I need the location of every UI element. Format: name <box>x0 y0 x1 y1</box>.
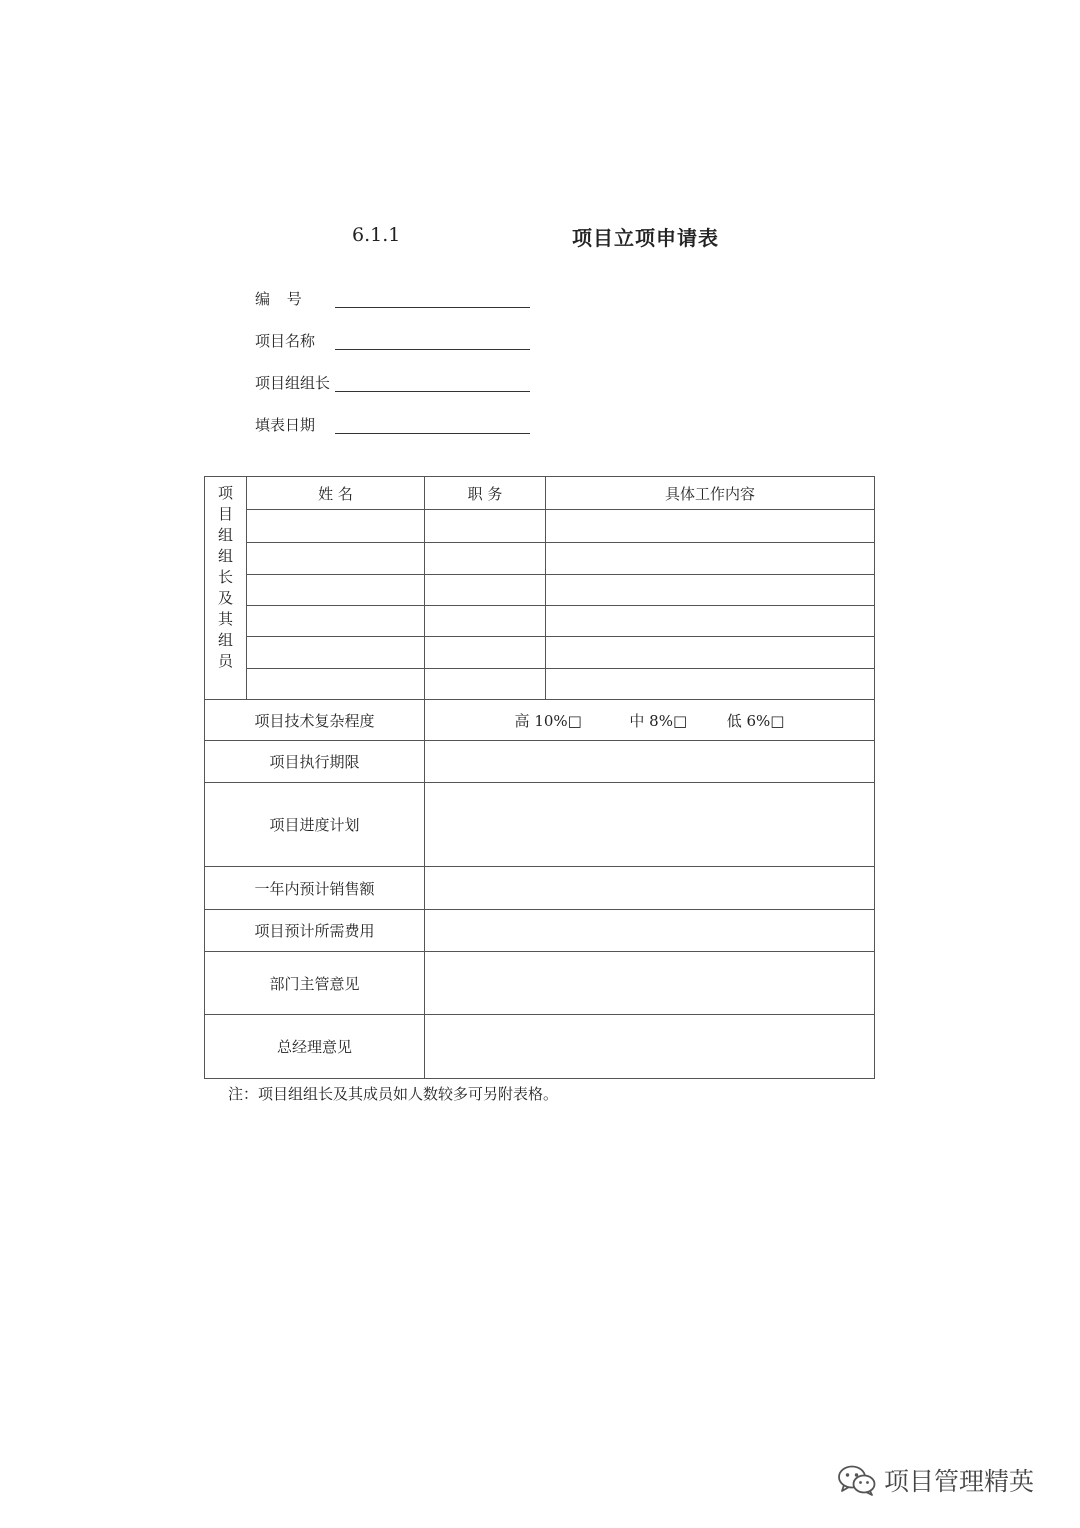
annual-sales-label: 一年内预计销售额 <box>205 867 425 910</box>
field-number-label: 编 号 <box>255 290 308 308</box>
form-title: 项目立项申请表 <box>572 226 719 250</box>
table-row <box>205 510 875 543</box>
field-fill-date-input[interactable] <box>335 433 530 434</box>
table-row <box>205 575 875 606</box>
member-work-cell[interactable] <box>546 669 875 700</box>
wechat-icon <box>836 1463 878 1497</box>
column-header-work-content: 具体工作内容 <box>546 477 875 510</box>
table-row <box>205 669 875 700</box>
progress-plan-label: 项目进度计划 <box>205 783 425 867</box>
table-row <box>205 637 875 669</box>
member-position-cell[interactable] <box>425 637 546 669</box>
field-number-input[interactable] <box>335 307 530 308</box>
table-row <box>205 543 875 575</box>
member-name-cell[interactable] <box>247 669 425 700</box>
member-work-cell[interactable] <box>546 575 875 606</box>
member-work-cell[interactable] <box>546 637 875 669</box>
field-project-name-label: 项目名称 <box>255 332 316 350</box>
section-number: 6.1.1 <box>352 224 401 246</box>
dept-manager-opinion-cell[interactable] <box>425 952 875 1015</box>
member-position-cell[interactable] <box>425 575 546 606</box>
member-position-cell[interactable] <box>425 543 546 575</box>
table-row <box>205 1015 875 1079</box>
execution-period-cell[interactable] <box>425 741 875 783</box>
member-name-cell[interactable] <box>247 543 425 575</box>
complexity-mid-option[interactable]: 中 8%□ <box>629 711 688 730</box>
table-row <box>205 910 875 952</box>
table-row <box>205 741 875 783</box>
column-header-name: 姓 名 <box>247 477 425 510</box>
member-position-cell[interactable] <box>425 510 546 543</box>
complexity-low-option[interactable]: 低 6%□ <box>726 711 785 730</box>
member-work-cell[interactable] <box>546 543 875 575</box>
field-team-leader-input[interactable] <box>335 391 530 392</box>
dept-manager-opinion-label: 部门主管意见 <box>205 952 425 1015</box>
table-row <box>205 783 875 867</box>
application-table <box>204 476 875 1079</box>
complexity-high-option[interactable]: 高 10%□ <box>514 711 582 730</box>
member-name-cell[interactable] <box>247 637 425 669</box>
estimated-cost-label: 项目预计所需费用 <box>205 910 425 952</box>
member-name-cell[interactable] <box>247 606 425 637</box>
table-row <box>205 606 875 637</box>
progress-plan-cell[interactable] <box>425 783 875 867</box>
member-work-cell[interactable] <box>546 606 875 637</box>
watermark <box>836 1462 1034 1498</box>
column-header-position: 职 务 <box>425 477 546 510</box>
member-name-cell[interactable] <box>247 575 425 606</box>
annual-sales-cell[interactable] <box>425 867 875 910</box>
general-manager-opinion-cell[interactable] <box>425 1015 875 1079</box>
table-row <box>205 867 875 910</box>
team-members-label: 项 目 组 组 长 及 其 组 员 <box>205 477 247 700</box>
member-work-cell[interactable] <box>546 510 875 543</box>
field-project-name-input[interactable] <box>335 349 530 350</box>
estimated-cost-cell[interactable] <box>425 910 875 952</box>
field-team-leader-label: 项目组组长 <box>255 374 331 392</box>
complexity-options <box>425 700 875 741</box>
member-position-cell[interactable] <box>425 669 546 700</box>
complexity-label: 项目技术复杂程度 <box>205 700 425 741</box>
member-position-cell[interactable] <box>425 606 546 637</box>
field-fill-date-label: 填表日期 <box>255 416 316 434</box>
general-manager-opinion-label: 总经理意见 <box>205 1015 425 1079</box>
watermark-text: 项目管理精英 <box>884 1467 1035 1496</box>
execution-period-label: 项目执行期限 <box>205 741 425 783</box>
table-row <box>205 952 875 1015</box>
complexity-row <box>205 700 875 741</box>
member-name-cell[interactable] <box>247 510 425 543</box>
footnote: 注：项目组组长及其成员如人数较多可另附表格。 <box>228 1085 559 1103</box>
